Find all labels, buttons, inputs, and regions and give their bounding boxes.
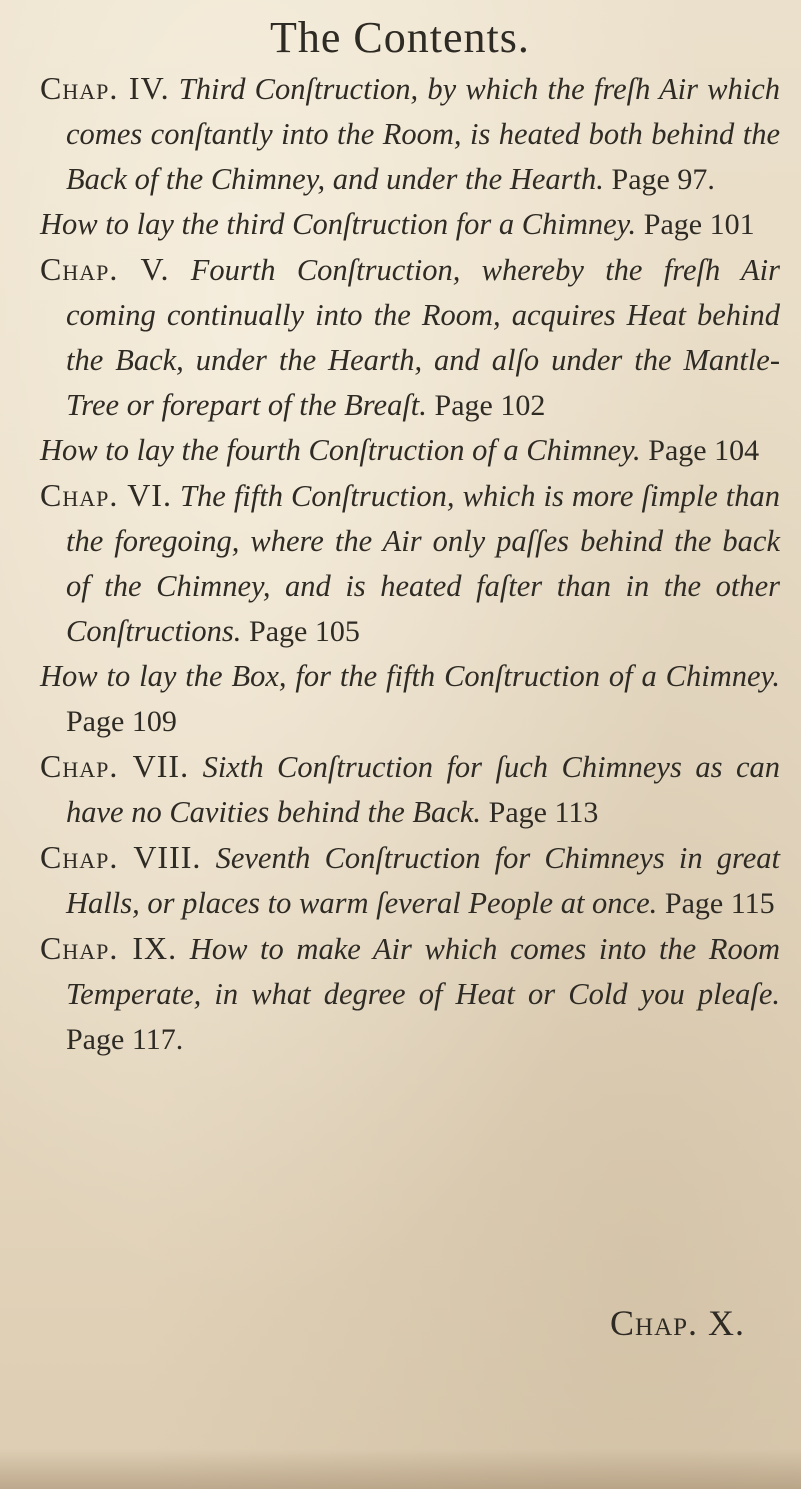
entry-text: How to make Air which comes into the Room Temperate, in what degree of Heat or Cold you pleaſe. <box>66 932 781 1011</box>
contents-entry <box>40 66 780 202</box>
chapter-number: Chap. VII. <box>40 748 190 784</box>
entry-text: Sixth Conſtruction for ſuch Chimneys as can have no Cavities behind the Back. <box>66 750 780 829</box>
page-reference: Page 109 <box>66 705 177 738</box>
contents-list <box>40 66 780 1062</box>
page-bottom-edge <box>0 1449 801 1489</box>
page-reference: Page 104 <box>648 434 760 467</box>
page-reference: Page 115 <box>664 887 775 920</box>
page-header <box>0 0 801 70</box>
contents-entry <box>40 835 780 926</box>
page-reference: Page 105 <box>249 615 360 648</box>
page-reference: Page 117. <box>66 1023 184 1056</box>
contents-entry <box>40 428 780 473</box>
entry-text: Seventh Conſtruction for Chimneys in great Halls, or places to warm ſeveral People at once. <box>66 841 780 920</box>
entry-text: The fifth Conſtruction, which is more ſimple than the foregoing, where the Air only paſſes behind the back of the Chimney, and is heated faſter than in the other Conſtructions. <box>66 479 781 648</box>
entry-text: How to lay the fourth Conſtruction of a Chimney. <box>40 433 641 467</box>
contents-entry <box>40 202 780 247</box>
page-reference: Page 101 <box>643 208 755 241</box>
contents-entry <box>40 744 780 835</box>
contents-entry <box>40 926 780 1062</box>
page-reference: Page 97. <box>611 163 715 196</box>
chapter-number: Chap. VI. <box>40 477 172 513</box>
page-title: The Contents. <box>270 13 530 62</box>
entry-text: How to lay the third Conſtruction for a Chimney. <box>40 207 637 241</box>
page-reference: Page 113 <box>488 796 599 829</box>
chapter-number: Chap. IX. <box>40 930 178 966</box>
chapter-number: Chap. V. <box>40 251 170 287</box>
catchword: Chap. X. <box>610 1303 746 1343</box>
entry-text: How to lay the Box, for the fifth Conſtruction of a Chimney. <box>40 659 780 693</box>
entry-text: Fourth Conſtruction, whereby the freſh Air coming continually into the Room, acquires Heat behind the Back, under the Hearth, and alſo under the Mantle-Tree or forepart of the Breaſt. <box>66 253 780 422</box>
page-reference: Page 102 <box>434 389 546 422</box>
contents-entry <box>40 654 780 744</box>
entry-text: Third Conſtruction, by which the freſh Air which comes conſtantly into the Room, is heated both behind the Back of the Chimney, and under the Hearth. <box>66 72 781 196</box>
chapter-number: Chap. VIII. <box>40 839 202 875</box>
contents-entry <box>40 247 780 428</box>
chapter-number: Chap. IV. <box>40 70 170 106</box>
contents-entry <box>40 473 780 654</box>
